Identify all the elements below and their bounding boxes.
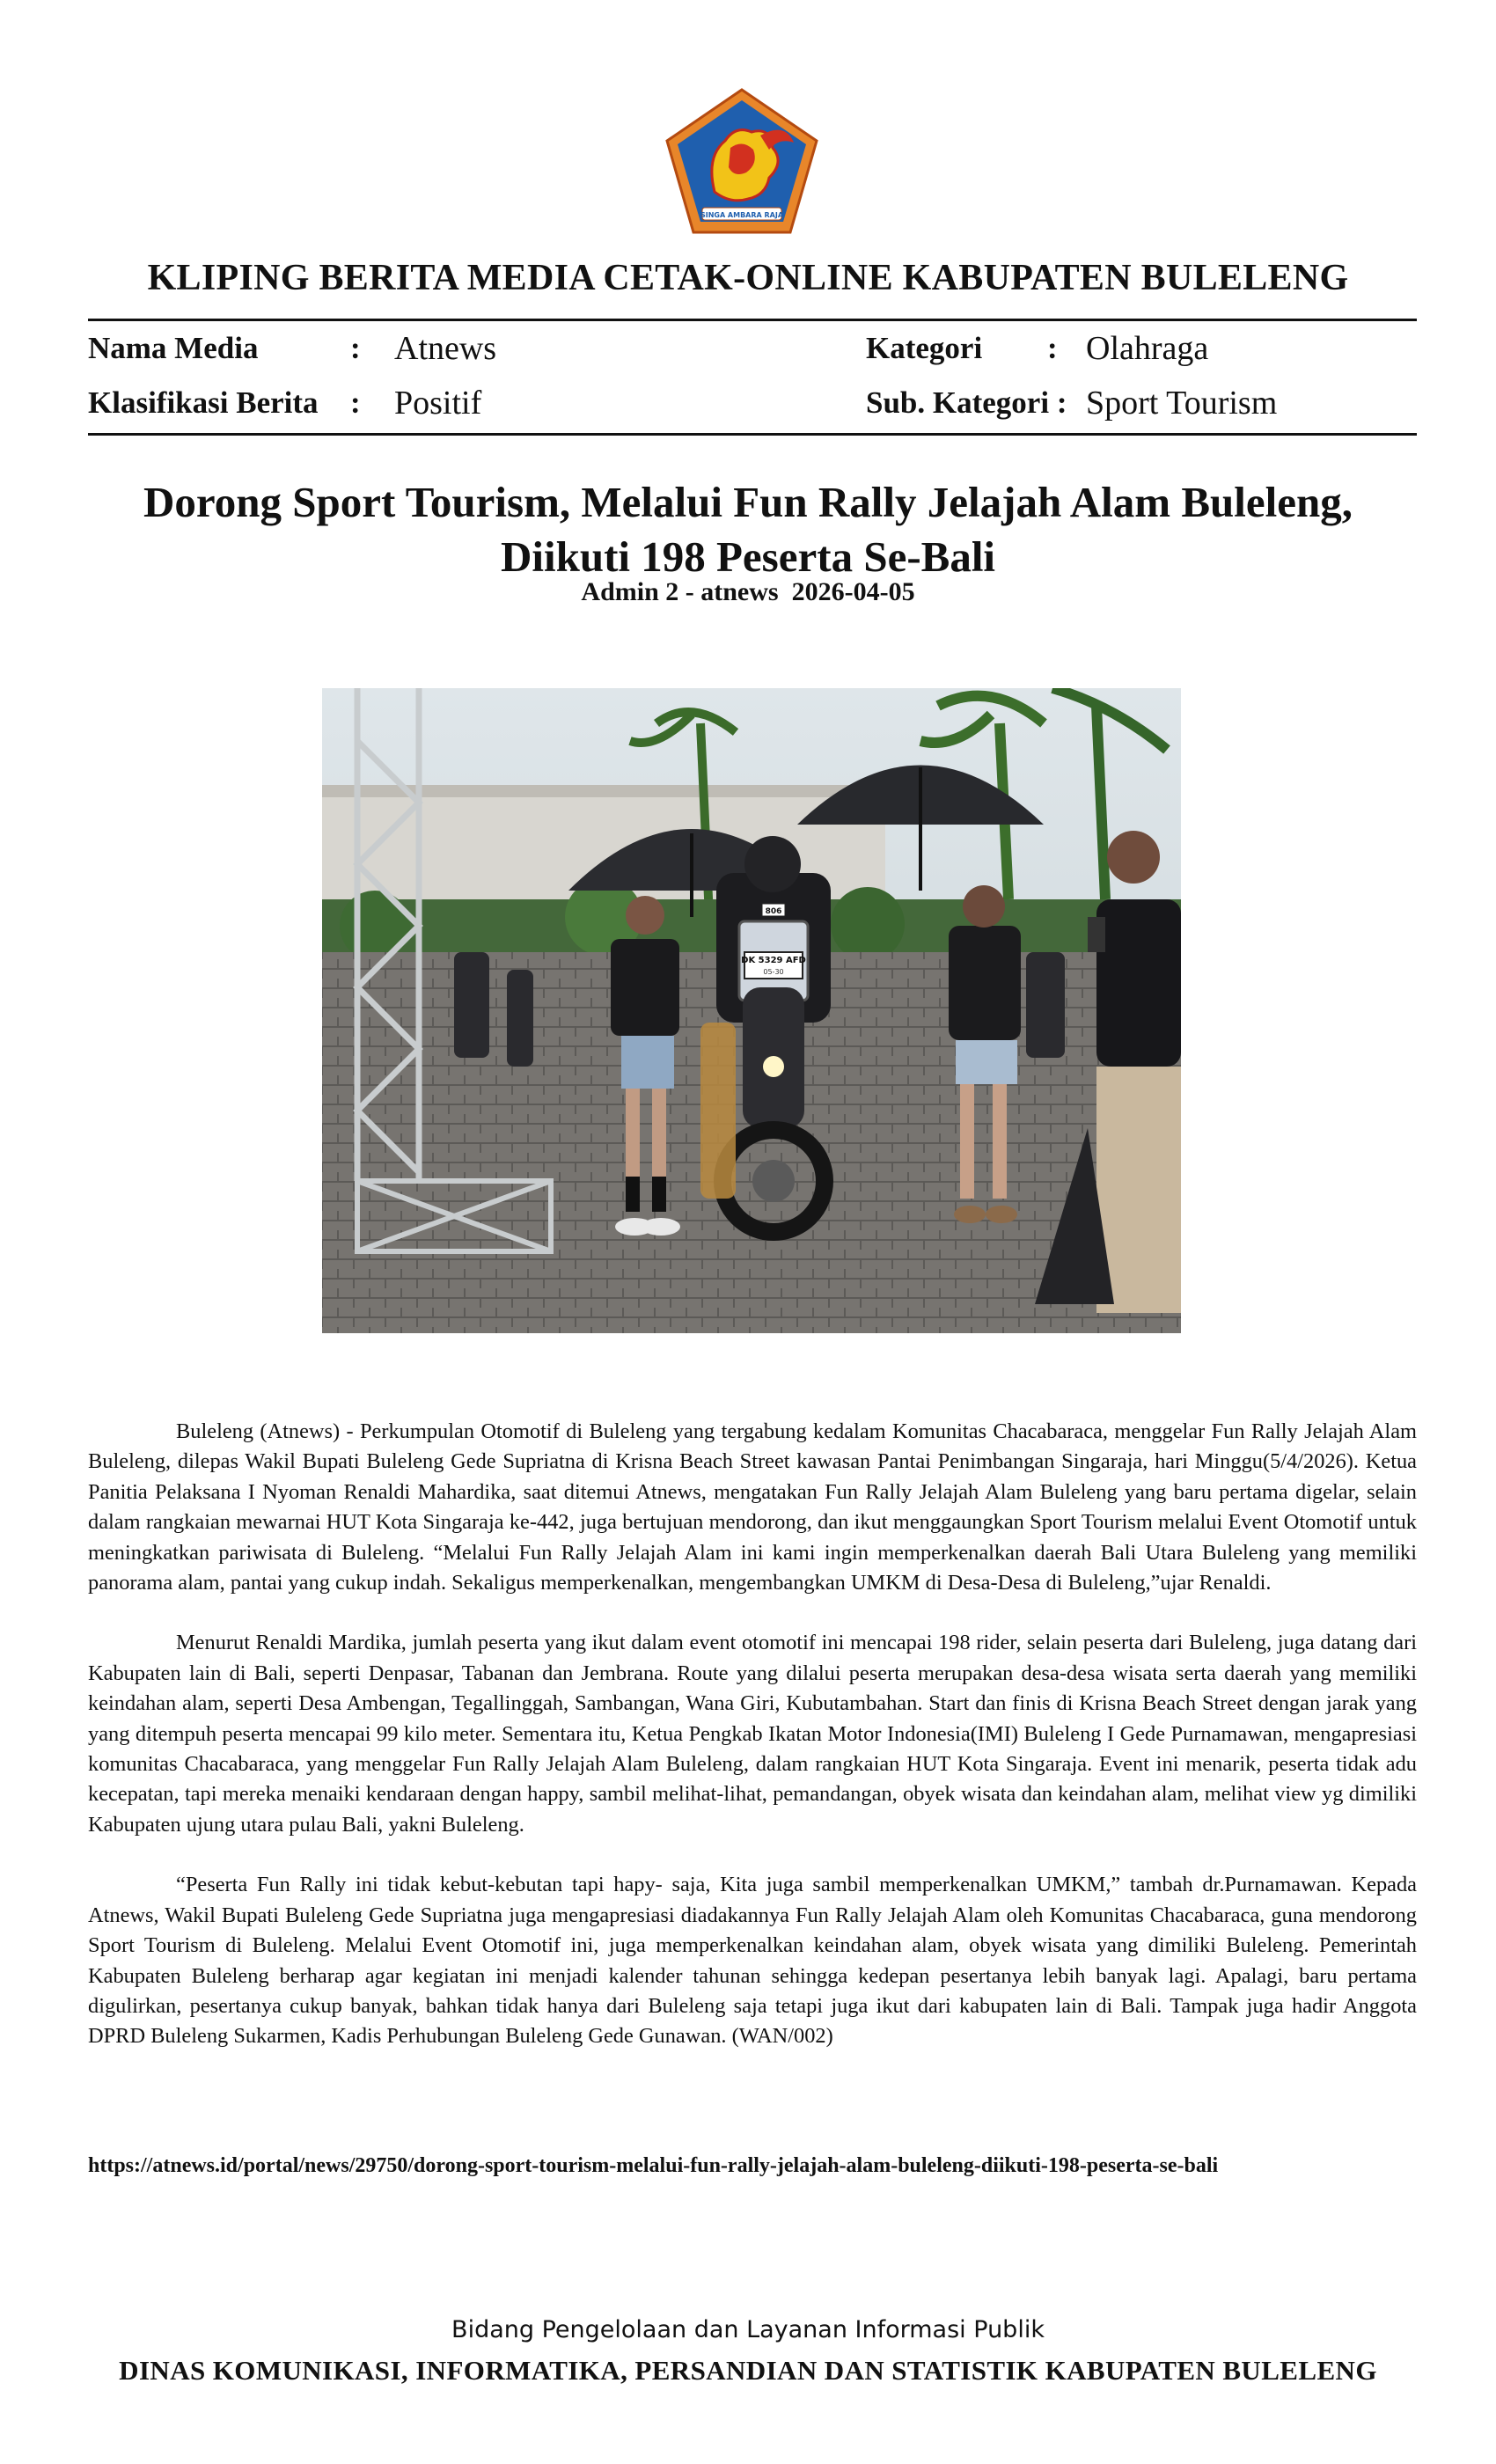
klasifikasi-label: Klasifikasi Berita [88,385,319,420]
nama-media-value: Atnews [394,330,497,367]
kategori-label: Kategori [866,331,983,365]
top-divider [88,319,1417,321]
headline-line-2: Diikuti 198 Peserta Se-Bali [500,532,996,581]
article-source-url[interactable]: https://atnews.id/portal/news/29750/dorong-sport-tourism-melalui-fun-rally-jelajah-alam-buleleng-diikuti-198-peserta-se-bali [88,2154,1219,2177]
article-headline [106,475,1390,584]
photo-plate-sub: 05-30 [763,968,784,976]
sub-kategori-value: Sport Tourism [1086,385,1278,422]
article-paragraph-3: “Peserta Fun Rally ini tidak kebut-kebutan tapi hapy- saja, Kita juga sambil memperkenalkan UMKM,” tambah dr.Purnamawan. Kepada Atnews, Wakil Bupati Buleleng Gede Supriatna juga mengapresiasi diadakannya Fun Rally Jelajah Alam oleh Komunitas Chacabaraca, guna mendorong Sport Tourism di Buleleng. Melalui Event Otomotif ini, juga memperkenalkan keindahan alam, obyek wisata yang dimiliki Buleleng. Pemerintah Kabupaten Buleleng berharap agar kegiatan ini menjadi kalender tahunan sehingga kedepan pesertanya lebih banyak lagi. Apalagi, baru pertama digulirkan, pesertanya cukup banyak, bahkan tidak hanya dari Buleleng saja tetapi juga ikut dari kabupaten lain di Bali. Tampak juga hadir Anggota DPRD Buleleng Sukarmen, Kadis Perhubungan Buleleng Gede Gunawan. (WAN/002) [88,1873,1417,2049]
bottom-divider [88,433,1417,436]
photo-plate-text: DK 5329 AFD [741,956,806,965]
sub-kategori-label: Sub. Kategori : [866,385,1067,420]
kategori-colon: : [1047,331,1058,365]
article-paragraph-2: Menurut Renaldi Mardika, jumlah peserta yang ikut dalam event otomotif ini mencapai 198 rider, selain peserta dari Buleleng, juga datang dari Kabupaten lain di Bali, seperti Denpasar, Tabanan dan Jembrana. Route yang dilalui peserta merupakan desa-desa wisata serta daerah yang memiliki keindahan alam, seperti Desa Ambengan, Tegallinggah, Sambangan, Wana Giri, Kubutambahan. Start dan finis di Krisna Beach Street dengan jarak yang yang ditempuh peserta mencapai 99 kilo meter. Sementara itu, Ketua Pengkab Ikatan Motor Indonesia(IMI) Buleleng I Gede Purnamawan, mengapresiasi komunitas Chacabaraca, yang menggelar Fun Rally Jelajah Alam Buleleng, dalam rangkaian HUT Kota Singaraja. Event ini menarik, peserta tidak adu kecepatan, tapi mereka menaiki kendaraan dengan happy, sambil melihat-lihat, pemandangan, obyek wisata dan keindahan alam, melihat view yg dimiliki Kabupaten ujung utara pulau Bali, yakni Buleleng. [88,1631,1417,1837]
article-paragraph-1: Buleleng (Atnews) - Perkumpulan Otomotif di Buleleng yang tergabung kedalam Komunitas Chacabaracа, menggelar Fun Rally Jelajah Alam Buleleng, dilepas Wakil Bupati Buleleng Gede Supriatna di Krisna Beach Street kawasan Pantai Penimbangan Singaraja, hari Minggu(5/4/2026). Ketua Panitia Pelaksana I Nyoman Renaldi Mahardika, saat ditemui Atnews, mengatakan Fun Rally Jelajah Alam Buleleng yang baru pertama digelar, selain dalam rangkaian mewarnai HUT Kota Singaraja ke-442, juga bertujuan mendorong, dan ikut menggaungkan Sport Tourism melalui Event Otomotif untuk meningkatkan pariwisata di Buleleng. “Melalui Fun Rally Jelajah Alam ini kami ingin memperkenalkan daerah Bali Utara Buleleng yang memiliki panorama alam, pantai yang cukup indah. Sekaligus memperkenalkan, mengembangkan UMKM di Desa-Desa di Buleleng,”ujar Renaldi. [88,1419,1417,1595]
article-byline: Admin 2 - atnews 2026-04-05 [581,577,915,606]
buleleng-crest-logo [662,86,822,236]
klasifikasi-value: Positif [394,385,482,422]
article-body [88,1417,1417,2082]
klasifikasi-colon: : [350,385,361,420]
footer-agency: DINAS KOMUNIKASI, INFORMATIKA, PERSANDIAN DAN STATISTIK KABUPATEN BULELENG [119,2355,1377,2386]
nama-media-label: Nama Media [88,331,259,365]
logo-motto: SINGA AMBARA RAJA [700,211,784,219]
kategori-value: Olahraga [1086,330,1209,367]
photo-number-plate: 806 [765,907,782,916]
headline-line-1: Dorong Sport Tourism, Melalui Fun Rally Jelajah Alam Buleleng, [143,478,1353,526]
footer-division: Bidang Pengelolaan dan Layanan Informasi Publik [451,2316,1045,2343]
kliping-title: KLIPING BERITA MEDIA CETAK-ONLINE KABUPATEN BULELENG [147,258,1349,298]
article-photo [322,688,1181,1333]
nama-media-colon: : [350,331,361,365]
